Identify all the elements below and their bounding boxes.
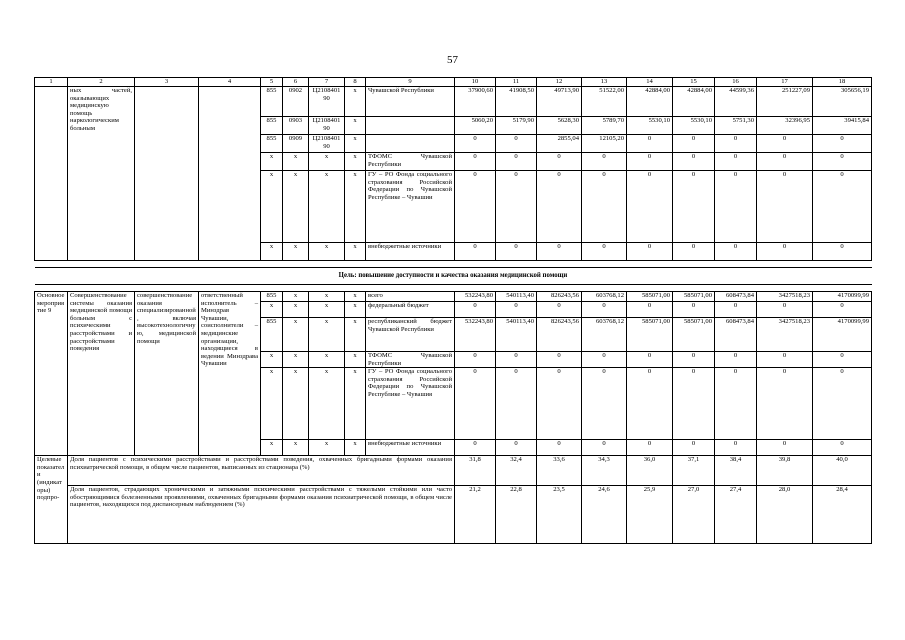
target-code: x <box>309 153 345 171</box>
section-code: 0902 <box>283 87 309 117</box>
value-2023: 0 <box>627 440 673 456</box>
indicator-text: Доля пациентов с психическими расстройствами и расстройствами поведения, охваченных бригадными формами оказания психиатрической помощи, в общем числе пациентов, выписанных из стационара (%) <box>68 456 455 486</box>
header-cell: 5 <box>261 78 283 87</box>
section-code: x <box>283 352 309 368</box>
indicator-value: 28,4 <box>813 486 872 544</box>
value-2024: 0 <box>673 153 715 171</box>
value-2019: 0 <box>455 302 496 318</box>
block1-body <box>35 87 872 261</box>
value-2020: 0 <box>496 368 537 440</box>
value-2019: 0 <box>455 171 496 243</box>
page-number: 57 <box>447 54 458 66</box>
value-2024: 0 <box>673 243 715 261</box>
gr-code: 855 <box>261 292 283 302</box>
value-2021: 0 <box>537 352 582 368</box>
value-2031-2035: 0 <box>813 302 872 318</box>
funding-source: внебюджетные источники <box>366 243 455 261</box>
expense-code: x <box>345 440 366 456</box>
value-2020: 540113,40 <box>496 292 537 302</box>
header-cell: 2 <box>68 78 135 87</box>
gr-code: x <box>261 171 283 243</box>
value-2021: 0 <box>537 171 582 243</box>
value-2021: 826243,56 <box>537 292 582 302</box>
funding-source: всего <box>366 292 455 302</box>
indicator-value: 28,0 <box>757 486 813 544</box>
target-code: x <box>309 171 345 243</box>
value-2024: 0 <box>673 302 715 318</box>
value-2022: 0 <box>582 243 627 261</box>
value-2026-2030: 3427518,23 <box>757 292 813 302</box>
indicator-label: Целевые показатели (индикаторы) подпро- <box>35 456 68 544</box>
expense-code: x <box>345 243 366 261</box>
expense-code: x <box>345 135 366 153</box>
funding-source: ТФОМС Чувашской Республики <box>366 352 455 368</box>
value-2023: 42884,00 <box>627 87 673 117</box>
header-cell: 4 <box>199 78 261 87</box>
indicator-value: 34,3 <box>582 456 627 486</box>
header-cell: 6 <box>283 78 309 87</box>
gr-code: x <box>261 243 283 261</box>
value-2020: 0 <box>496 153 537 171</box>
value-2021: 0 <box>537 368 582 440</box>
expense-code: x <box>345 153 366 171</box>
value-2019: 0 <box>455 440 496 456</box>
expense-code: x <box>345 352 366 368</box>
section-code: x <box>283 318 309 352</box>
gr-code: x <box>261 440 283 456</box>
expense-code: x <box>345 171 366 243</box>
section-code: 0903 <box>283 117 309 135</box>
value-2019: 0 <box>455 352 496 368</box>
value-2025: 0 <box>715 302 757 318</box>
value-2023: 0 <box>627 171 673 243</box>
col4-empty <box>199 87 261 261</box>
header-row <box>35 78 872 87</box>
value-2021: 2855,04 <box>537 135 582 153</box>
section-code: x <box>283 171 309 243</box>
header-cell: 3 <box>135 78 199 87</box>
value-2021: 49713,90 <box>537 87 582 117</box>
section-code: x <box>283 368 309 440</box>
funding-source: внебюджетные источники <box>366 440 455 456</box>
expense-code: x <box>345 292 366 302</box>
header-cell: 11 <box>496 78 537 87</box>
gr-code: 855 <box>261 318 283 352</box>
expense-code: x <box>345 87 366 117</box>
gr-code: 855 <box>261 135 283 153</box>
value-2025: 0 <box>715 153 757 171</box>
header-cell: 17 <box>757 78 813 87</box>
value-2031-2035: 39415,84 <box>813 117 872 135</box>
indicator-value: 32,4 <box>496 456 537 486</box>
value-2021: 0 <box>537 302 582 318</box>
section-code: x <box>283 440 309 456</box>
indicator-value: 39,8 <box>757 456 813 486</box>
expense-code: x <box>345 117 366 135</box>
value-2025: 608473,84 <box>715 292 757 302</box>
header-cell: 12 <box>537 78 582 87</box>
value-2020: 0 <box>496 171 537 243</box>
gr-code: x <box>261 153 283 171</box>
value-2023: 5530,10 <box>627 117 673 135</box>
value-2026-2030: 0 <box>757 171 813 243</box>
header-cell: 15 <box>673 78 715 87</box>
gr-code: x <box>261 302 283 318</box>
indicator-value: 36,0 <box>627 456 673 486</box>
funding-source <box>366 117 455 135</box>
goal-row <box>35 268 872 285</box>
value-2026-2030: 0 <box>757 153 813 171</box>
indicator-value: 27,0 <box>673 486 715 544</box>
table-row <box>35 292 872 302</box>
value-2019: 5060,20 <box>455 117 496 135</box>
value-2022: 12105,20 <box>582 135 627 153</box>
measure-name: Совершенствование системы оказания медицинской помощи больным с психическими расстройствами и расстройствами поведения <box>68 292 135 456</box>
value-2023: 585071,00 <box>627 318 673 352</box>
indicator-value: 27,4 <box>715 486 757 544</box>
value-2020: 540113,40 <box>496 318 537 352</box>
value-2031-2035: 4170099,99 <box>813 292 872 302</box>
indicator-value: 25,9 <box>627 486 673 544</box>
value-2024: 42884,00 <box>673 87 715 117</box>
value-2019: 532243,80 <box>455 292 496 302</box>
funding-source: ГУ – РО Фонда социального страхования Российской Федерации по Чувашской Республике – Чувашия <box>366 368 455 440</box>
measure-name: ных частей, оказывающих медицинскую помощь наркологическим больным <box>68 87 135 261</box>
value-2026-2030: 0 <box>757 368 813 440</box>
value-2024: 0 <box>673 171 715 243</box>
value-2025: 0 <box>715 135 757 153</box>
value-2022: 5789,70 <box>582 117 627 135</box>
value-2022: 51522,00 <box>582 87 627 117</box>
value-2031-2035: 305656,19 <box>813 87 872 117</box>
expense-code: x <box>345 368 366 440</box>
indicator-value: 33,6 <box>537 456 582 486</box>
gr-code: 855 <box>261 87 283 117</box>
value-2031-2035: 0 <box>813 153 872 171</box>
value-2025: 0 <box>715 171 757 243</box>
table-row <box>35 87 872 117</box>
value-2021: 0 <box>537 243 582 261</box>
value-2021: 0 <box>537 440 582 456</box>
value-2023: 0 <box>627 243 673 261</box>
col3-empty <box>135 87 199 261</box>
value-2031-2035: 4170099,99 <box>813 318 872 352</box>
header-cell: 10 <box>455 78 496 87</box>
target-code: x <box>309 292 345 302</box>
value-2019: 0 <box>455 243 496 261</box>
funding-source: Чувашской Республики <box>366 87 455 117</box>
target-code: x <box>309 243 345 261</box>
funding-source: ТФОМС Чувашской Республики <box>366 153 455 171</box>
value-2019: 0 <box>455 135 496 153</box>
value-2022: 0 <box>582 171 627 243</box>
spacer-row <box>35 261 872 268</box>
value-2021: 826243,56 <box>537 318 582 352</box>
value-2022: 0 <box>582 302 627 318</box>
value-2026-2030: 0 <box>757 302 813 318</box>
value-2025: 0 <box>715 352 757 368</box>
value-2026-2030: 0 <box>757 135 813 153</box>
value-2023: 0 <box>627 368 673 440</box>
expense-code: x <box>345 302 366 318</box>
value-2019: 0 <box>455 368 496 440</box>
value-2025: 608473,84 <box>715 318 757 352</box>
value-2024: 0 <box>673 352 715 368</box>
target-code: x <box>309 368 345 440</box>
target-code: Ц2108401 90 <box>309 135 345 153</box>
target-code: x <box>309 318 345 352</box>
value-2031-2035: 0 <box>813 440 872 456</box>
value-2019: 37900,60 <box>455 87 496 117</box>
indicator-value: 21,2 <box>455 486 496 544</box>
target-code: x <box>309 302 345 318</box>
gr-code: x <box>261 352 283 368</box>
value-2024: 585071,00 <box>673 292 715 302</box>
value-2025: 0 <box>715 243 757 261</box>
value-2022: 0 <box>582 440 627 456</box>
value-2025: 0 <box>715 368 757 440</box>
value-2024: 0 <box>673 440 715 456</box>
value-2021: 5628,30 <box>537 117 582 135</box>
value-2023: 0 <box>627 153 673 171</box>
measure-executor: ответственный исполнитель – Минздрав Чувашии, соисполнители – медицинские организации, находящиеся в ведении Минздрава Чувашии <box>199 292 261 456</box>
measure-number: Основное мероприятие 9 <box>35 292 68 456</box>
header-cell: 7 <box>309 78 345 87</box>
header-cell: 8 <box>345 78 366 87</box>
value-2021: 0 <box>537 153 582 171</box>
value-2031-2035: 0 <box>813 368 872 440</box>
value-2031-2035: 0 <box>813 135 872 153</box>
header-cell: 13 <box>582 78 627 87</box>
spacer-row <box>35 285 872 292</box>
value-2022: 0 <box>582 352 627 368</box>
value-2022: 0 <box>582 153 627 171</box>
value-2026-2030: 0 <box>757 352 813 368</box>
indicator-value: 22,8 <box>496 486 537 544</box>
value-2026-2030: 3427518,23 <box>757 318 813 352</box>
value-2024: 0 <box>673 135 715 153</box>
indicator-value: 37,1 <box>673 456 715 486</box>
header-cell: 9 <box>366 78 455 87</box>
target-code: Ц2108401 90 <box>309 117 345 135</box>
value-2020: 5179,90 <box>496 117 537 135</box>
indicator-value: 31,8 <box>455 456 496 486</box>
value-2019: 532243,80 <box>455 318 496 352</box>
value-2024: 5530,10 <box>673 117 715 135</box>
funding-source: федеральный бюджет <box>366 302 455 318</box>
header-cell: 14 <box>627 78 673 87</box>
value-2024: 585071,00 <box>673 318 715 352</box>
header-cell: 16 <box>715 78 757 87</box>
gr-code: 855 <box>261 117 283 135</box>
goal-text: Цель: повышение доступности и качества оказания медицинской помощи <box>35 268 872 285</box>
value-2026-2030: 0 <box>757 243 813 261</box>
budget-table <box>34 77 872 544</box>
value-2020: 0 <box>496 302 537 318</box>
value-2031-2035: 0 <box>813 243 872 261</box>
value-2023: 0 <box>627 135 673 153</box>
block2-body <box>35 292 872 456</box>
value-2031-2035: 0 <box>813 171 872 243</box>
section-code: 0909 <box>283 135 309 153</box>
col1-empty <box>35 87 68 261</box>
target-code: x <box>309 352 345 368</box>
value-2023: 585071,00 <box>627 292 673 302</box>
header-cell: 18 <box>813 78 872 87</box>
value-2020: 41908,50 <box>496 87 537 117</box>
value-2025: 44599,36 <box>715 87 757 117</box>
indicators-body <box>35 456 872 544</box>
funding-source: ГУ – РО Фонда социального страхования Российской Федерации по Чувашской Республике – Чувашии <box>366 171 455 243</box>
value-2025: 0 <box>715 440 757 456</box>
target-code: Ц2108401 90 <box>309 87 345 117</box>
target-code: x <box>309 440 345 456</box>
indicator-value: 24,6 <box>582 486 627 544</box>
value-2020: 0 <box>496 352 537 368</box>
expense-code: x <box>345 318 366 352</box>
value-2025: 5751,30 <box>715 117 757 135</box>
value-2020: 0 <box>496 440 537 456</box>
value-2020: 0 <box>496 135 537 153</box>
section-code: x <box>283 292 309 302</box>
value-2019: 0 <box>455 153 496 171</box>
value-2023: 0 <box>627 302 673 318</box>
value-2022: 603768,12 <box>582 318 627 352</box>
indicator-value: 38,4 <box>715 456 757 486</box>
section-code: x <box>283 243 309 261</box>
measure-purpose: совершенствование оказания специализированной, включая высокотехнологичную, медицинской помощи <box>135 292 199 456</box>
value-2026-2030: 32396,95 <box>757 117 813 135</box>
indicator-text: Доля пациентов, страдающих хроническими и затяжными психическими расстройствами с тяжелыми стойкими или часто обостряющимися болезненными проявлениями, охваченных бригадными формами оказания психиатрической помощи, в общем числе пациентов, находящихся под диспансерным наблюдением (%) <box>68 486 455 544</box>
indicator-row <box>35 486 872 544</box>
indicator-value: 23,5 <box>537 486 582 544</box>
value-2024: 0 <box>673 368 715 440</box>
value-2023: 0 <box>627 352 673 368</box>
value-2022: 603768,12 <box>582 292 627 302</box>
funding-source: республиканский бюджет Чувашской Республики <box>366 318 455 352</box>
value-2020: 0 <box>496 243 537 261</box>
funding-source <box>366 135 455 153</box>
value-2031-2035: 0 <box>813 352 872 368</box>
gr-code: x <box>261 368 283 440</box>
indicator-value: 40,0 <box>813 456 872 486</box>
indicator-row <box>35 456 872 486</box>
header-cell: 1 <box>35 78 68 87</box>
section-code: x <box>283 302 309 318</box>
value-2026-2030: 0 <box>757 440 813 456</box>
value-2022: 0 <box>582 368 627 440</box>
section-code: x <box>283 153 309 171</box>
value-2026-2030: 251227,09 <box>757 87 813 117</box>
